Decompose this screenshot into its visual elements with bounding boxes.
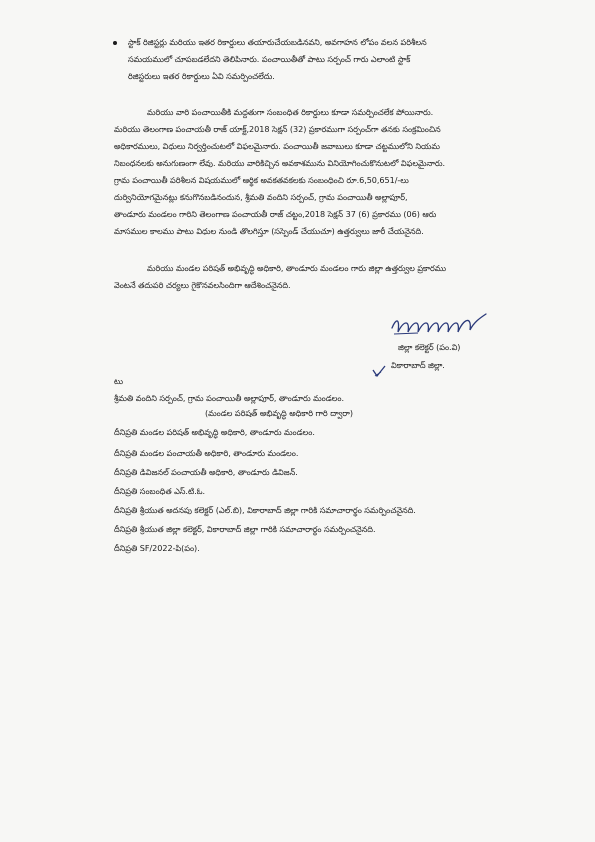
handwritten-signature xyxy=(388,308,492,342)
bullet-point xyxy=(113,41,117,45)
handwritten-mark-icon xyxy=(371,364,387,380)
copy-line: దీనిప్రతి మండల పరిషత్ అభివృద్ధి అధికారి, తాండూరు మండలం. xyxy=(114,427,315,437)
bullet-line: రిజిస్టరులు ఇతర రికార్డులు ఏవి సమర్పించలేదు. xyxy=(128,71,275,81)
paragraph-line: మరియు మండల పరిషత్ అభివృద్ధి అధికారి, తాండూరు మండలం గారు జిల్లా ఉత్తర్వుల ప్రకారము xyxy=(147,263,447,273)
paragraph-line: వెంటనే తదుపరి చర్యలు గైకొనవలసిందిగా ఆదేశించనైనది. xyxy=(114,280,291,290)
copy-line: దీనిప్రతి డివిజనల్ పంచాయతీ అధికారి, తాండూరు డివిజన్. xyxy=(114,467,298,477)
paragraph-line: మాసముల కాలము పాటు విధుల నుండి తొలగిస్తూ (సస్పెండ్ చేయుచూ) ఉత్తర్వులు జారీ చేయనైనది. xyxy=(114,226,424,236)
to-label: టు xyxy=(114,376,123,386)
copy-line: దీనిప్రతి SF/2022-పి(పం). xyxy=(114,543,200,553)
signatory-designation: జిల్లా కలెక్టర్ (పం.వి) xyxy=(398,342,461,352)
recipient-line: (మండల పరిషత్ అభివృద్ధి అధికారి గారి ద్వారా) xyxy=(205,408,353,418)
bullet-line: సమయములో చూపబడలేదని తెలిపినారు. పంచాయితీతో పాటు సర్పంచ్ గారు ఎలాంటి స్టాక్ xyxy=(128,54,411,64)
copy-line: దీనిప్రతి శ్రీయుత అదనపు కలెక్టర్ (ఎల్.బి), వికారాబాద్ జిల్లా గారికి సమాచారార్థం సమర్పించనైనది. xyxy=(114,505,416,515)
copy-line: దీనిప్రతి సంబంధిత ఎస్.టి.ఓ. xyxy=(114,486,206,496)
bullet-line: స్టాక్ రిజిస్టర్లు మరియు ఇతర రికార్డులు తయారుచేయబడినవని, అవగాహన లోపం వలన పరిశీలన xyxy=(128,37,427,47)
paragraph-line: గ్రామ పంచాయితీ పరిశీలన విషయములో ఆర్థిక అవకతవకలకు సంబంధించి రూ.6,50,651/-లు xyxy=(114,175,409,185)
paragraph-line: మరియు తెలంగాణ పంచాయతీ రాజ్ యాక్ట్,2018 సెక్షన్ (32) ప్రకారముగా సర్పంచ్‌గా తనకు సంక్రమించిన xyxy=(114,124,441,134)
paragraph-line: మరియు వారి పంచాయితీకి మద్దతుగా సంబంధిత రికార్డులు కూడా సమర్పించలేక పోయినారు. xyxy=(147,107,434,117)
copy-line: దీనిప్రతి శ్రీయుత జిల్లా కలెక్టర్, వికారాబాద్ జిల్లా గారికి సమాచారార్థం సమర్పించనైనది. xyxy=(114,524,376,534)
copy-line: దీనిప్రతి మండల పంచాయతీ అధికారి, తాండూరు మండలం. xyxy=(114,448,299,458)
paragraph-line: అధికారములు, విధులు నిర్వర్తించుటలో విఫలమైనారు. పంచాయితీ జవాబులు కూడా చట్టములోని నియమ xyxy=(114,141,440,151)
paragraph-line: నిబంధనలకు అనుగుణంగా లేవు. మరియు వారికిచ్చిన అవకాశమును వినియోగించుకొనుటలో విఫలమైనారు. xyxy=(114,158,445,168)
paragraph-line: దుర్వినియోగమైనట్లు కనుగొనబడినందున, శ్రీమతి వందిని సర్పంచ్, గ్రామ పంచాయితీ అల్లాపూర్, xyxy=(114,192,408,202)
recipient-line: శ్రీమతి వందిని సర్పంచ్, గ్రామ పంచాయితీ అల్లాపూర్, తాండూరు మండలం. xyxy=(114,393,344,403)
signatory-district: వికారాబాద్ జిల్లా. xyxy=(391,360,445,370)
paragraph-line: తాండూరు మండలం గారిని తెలంగాణ పంచాయతీ రాజ్ చట్టం,2018 సెక్షన్ 37 (6) ప్రకారము (06) ఆరు xyxy=(114,209,437,219)
